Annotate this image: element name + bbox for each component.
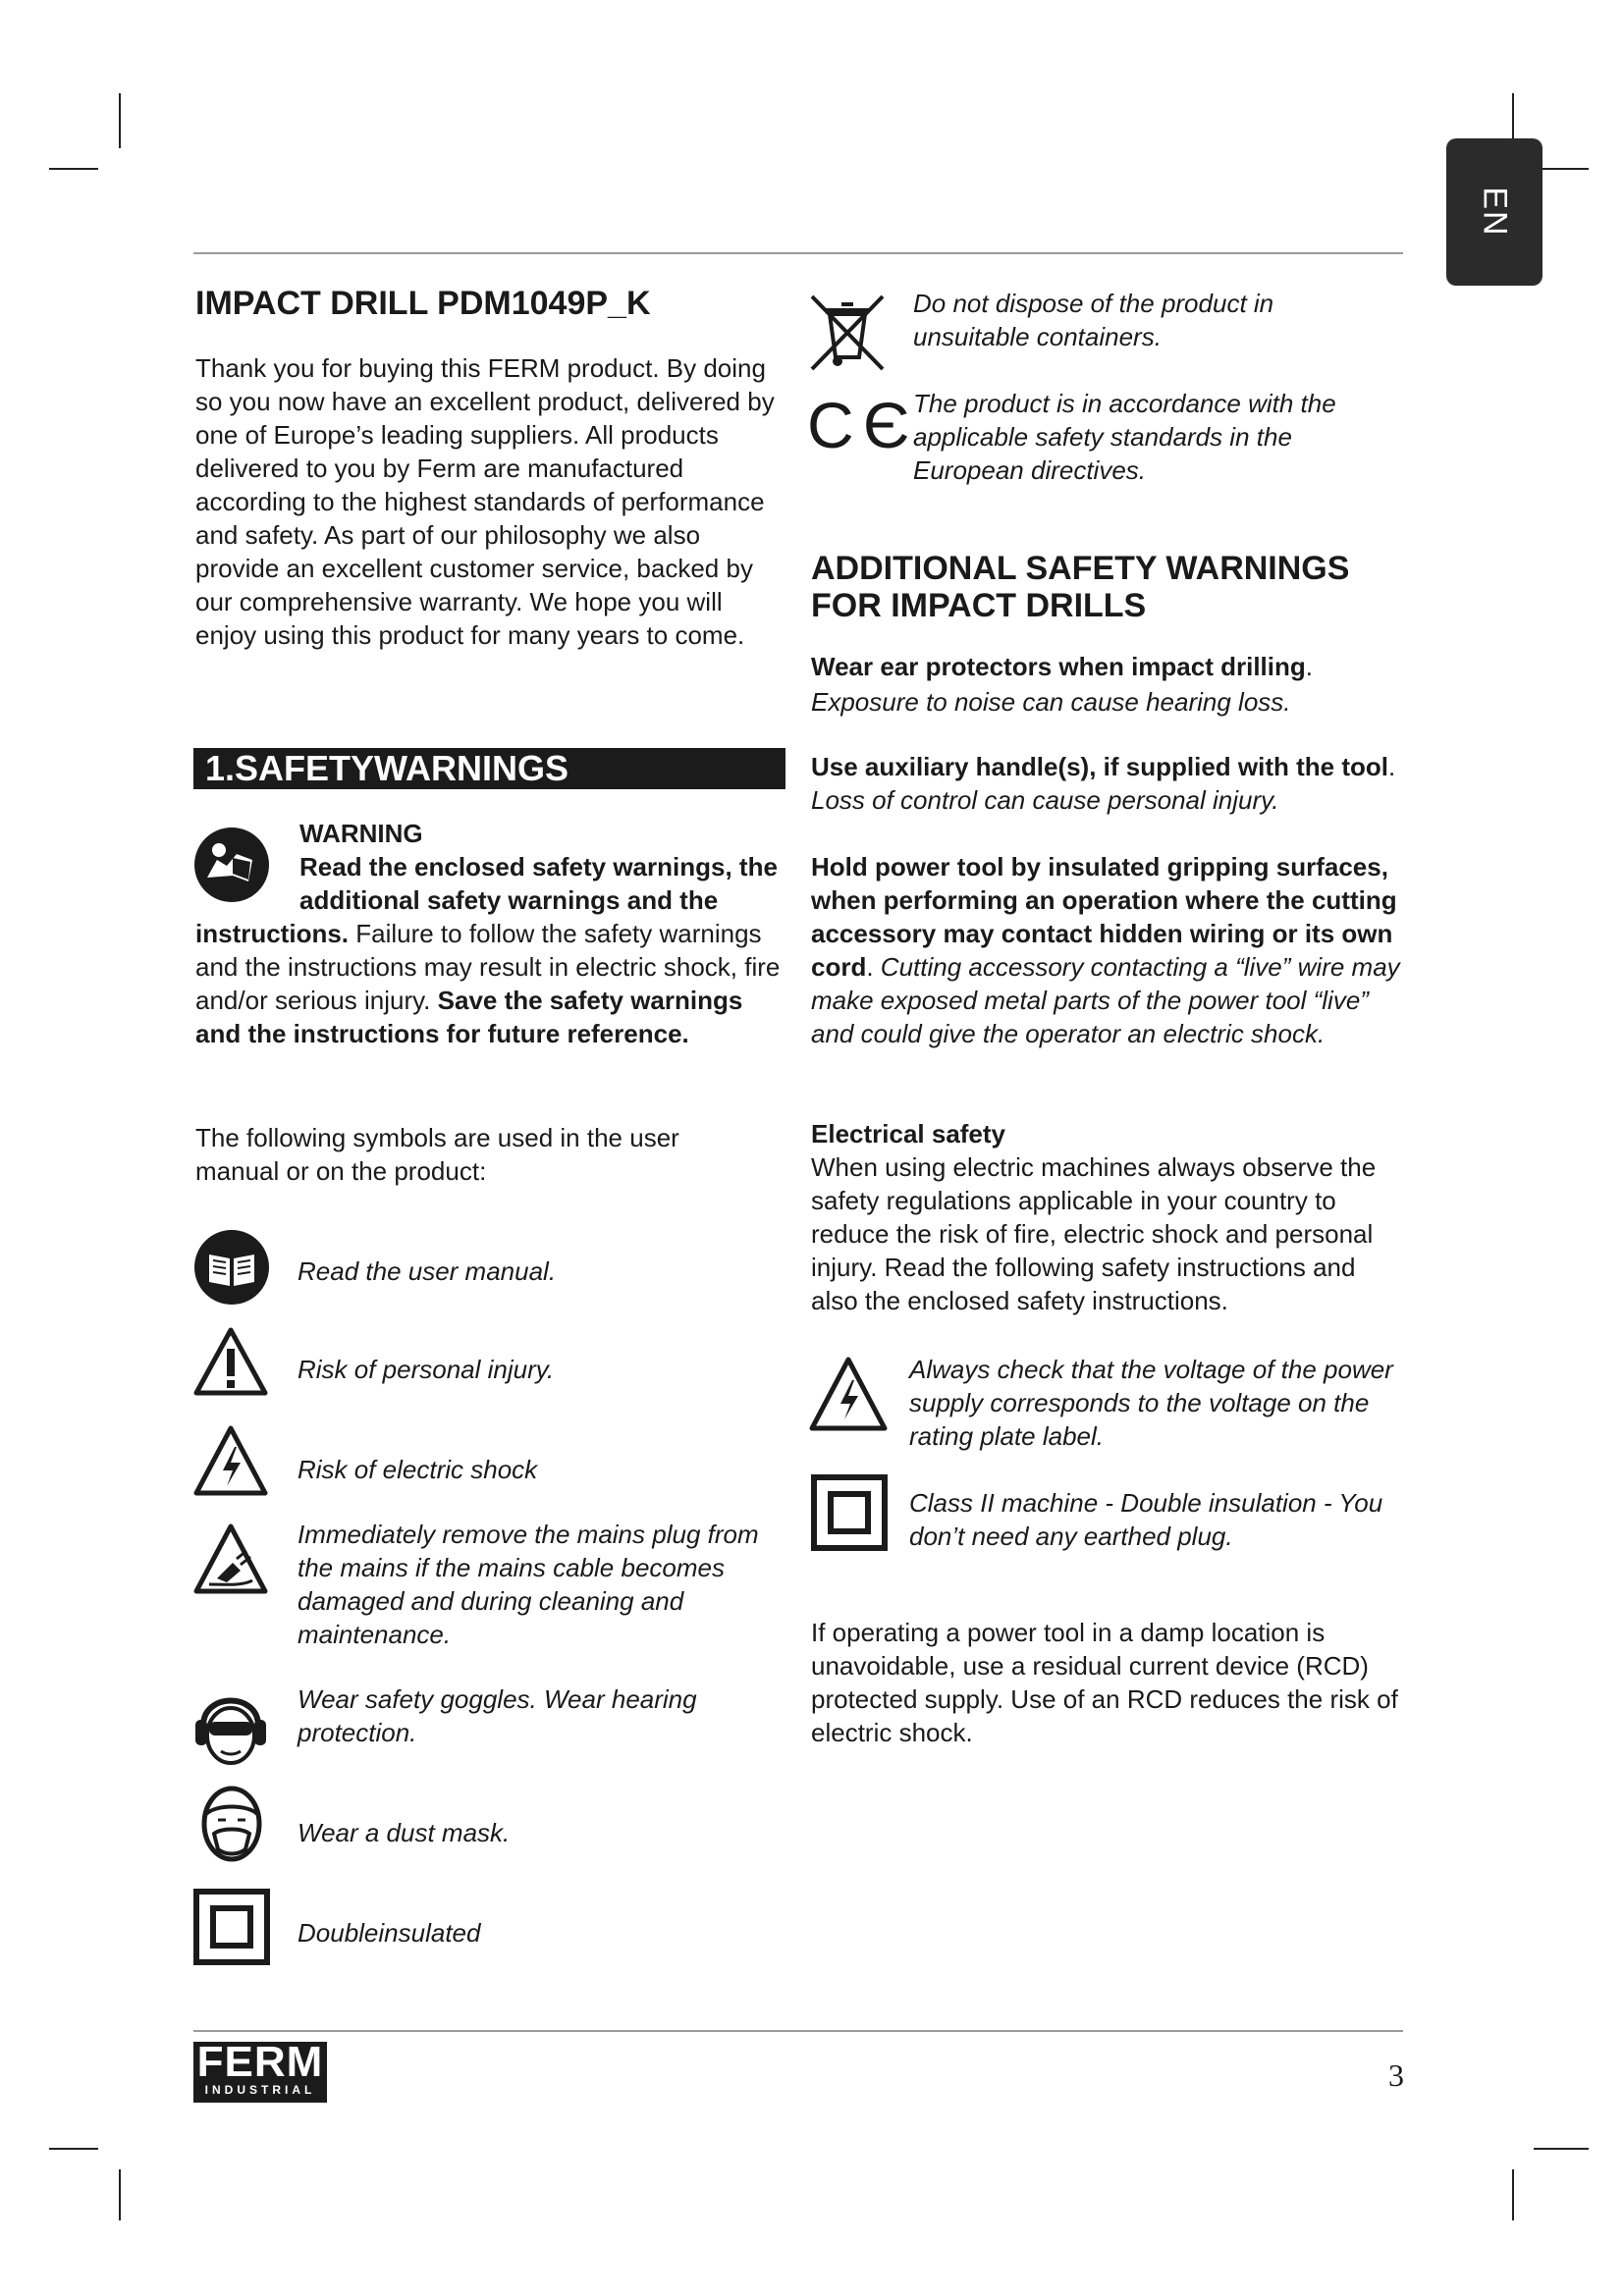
warning-exclamation-icon <box>193 1327 268 1396</box>
ce-mark-icon: C Є <box>807 389 908 461</box>
crop-mark <box>49 168 98 170</box>
warning-save: Save the safety warnings and the instructions for future reference. <box>195 986 743 1048</box>
warning-ear-dot: . <box>1305 652 1313 681</box>
page-number: 3 <box>1388 2057 1404 2093</box>
warning-bold-float-spacer <box>195 850 299 917</box>
warning-grip-bold: Hold power tool by insulated gripping surfaces, when performing an operation where the cutting accessory may contact hidden wiring or its own cord <box>811 852 1397 982</box>
voltage-warning-icon <box>809 1357 888 1431</box>
additional-warnings-title: ADDITIONAL SAFETY WARNINGS FOR IMPACT DRILLS <box>811 550 1350 624</box>
symbol-text-read-manual: Read the user manual. <box>298 1256 557 1286</box>
warning-ear-bold: Wear ear protectors when impact drilling <box>811 652 1306 681</box>
class-ii-icon <box>811 1474 888 1551</box>
symbols-intro: The following symbols are used in the user manual or on the product: <box>195 1123 679 1186</box>
logo-sub-text: INDUSTRIAL <box>204 2083 316 2097</box>
intro-paragraph: Thank you for buying this FERM product. By doing so you now have an excellent product, delivered by one of Europe’s leading suppliers. All products delivered to you by Ferm are manufactured according to the highest standards of performance and safety. As part of our philosophy we also provide an excellent customer service, backed by our comprehensive warranty. We hope you will enjoy using this product for many years to come. <box>195 353 775 650</box>
warning-aux-italic: Loss of control can cause personal injury. <box>811 785 1279 815</box>
warning-ear-italic: Exposure to noise can cause hearing loss. <box>811 687 1291 717</box>
section-header-safety-warnings: 1.SAFETYWARNINGS <box>193 748 785 789</box>
warning-regular: Failure to follow the safety warnings and the instructions may result in electric shock, fire and/or serious injury. <box>195 919 781 1015</box>
ce-text: The product is in accordance with the applicable safety standards in the European directives. <box>913 389 1336 485</box>
bottom-divider <box>193 2030 1403 2032</box>
warning-aux-dot: . <box>1387 752 1396 781</box>
language-label: EN <box>1476 187 1514 238</box>
crop-mark <box>1512 2169 1514 2220</box>
warning-block <box>195 817 789 850</box>
left-column <box>195 285 789 652</box>
warning-aux-bold: Use auxiliary handle(s), if supplied with the tool <box>811 752 1388 781</box>
rcd-paragraph: If operating a power tool in a damp location is unavoidable, use a residual current device (RCD) protected supply. Use of an RCD reduces the risk of electric shock. <box>811 1618 1398 1747</box>
goggles-ear-protection-icon <box>193 1686 268 1767</box>
language-tab <box>1446 138 1543 286</box>
crop-mark <box>119 2169 121 2220</box>
warning-grip-italic: Cutting accessory contacting a “live” wire may make exposed metal parts of the power tool “live” and could give the operator an electric shock. <box>811 952 1400 1048</box>
double-insulated-icon <box>193 1889 270 1965</box>
symbol-text-double-insulated: Doubleinsulated <box>298 1918 481 1948</box>
crop-mark <box>119 93 121 148</box>
read-manual-icon <box>193 1229 270 1306</box>
electrical-safety-title: Electrical safety <box>811 1119 1006 1148</box>
top-divider <box>193 252 1403 254</box>
product-title: IMPACT DRILL PDM1049P_K <box>195 285 651 322</box>
unplug-mains-icon <box>193 1523 268 1594</box>
ferm-industrial-logo <box>193 2038 327 2103</box>
warning-ear-protectors <box>811 650 1400 719</box>
warning-bold-copy: Read the enclosed safety warnings, the additional safety warnings and the instructions. <box>195 852 778 948</box>
warning-grip-dot: . <box>866 952 881 982</box>
voltage-text: Always check that the voltage of the power supply corresponds to the voltage on the rating plate label. <box>909 1355 1393 1451</box>
symbol-text-electric-shock: Risk of electric shock <box>298 1455 538 1484</box>
warning-body <box>195 850 789 1050</box>
symbol-text-unplug: Immediately remove the mains plug from the mains if the mains cable becomes damaged and during cleaning and maintenance. <box>298 1520 759 1649</box>
symbol-text-dust-mask: Wear a dust mask. <box>298 1818 511 1847</box>
disposal-text: Do not dispose of the product in unsuitable containers. <box>913 289 1274 351</box>
symbol-text-goggles: Wear safety goggles. Wear hearing protection. <box>298 1684 697 1747</box>
crop-mark <box>49 2148 98 2150</box>
symbol-text-personal-injury: Risk of personal injury. <box>298 1355 555 1384</box>
crop-mark <box>1534 2148 1589 2150</box>
logo-main-text: FERM <box>196 2038 324 2086</box>
electrical-safety-text: When using electric machines always observe the safety regulations applicable in your country to reduce the risk of fire, electric shock and personal injury. Read the following safety instructions and also the enclosed safety instructions. <box>811 1152 1377 1315</box>
warning-label: WARNING <box>299 819 423 848</box>
warning-aux-handle <box>811 750 1400 817</box>
warning-insulated-grip <box>811 850 1400 1050</box>
wheelie-bin-crossed-icon <box>808 293 887 373</box>
electrical-safety-block <box>811 1117 1400 1317</box>
class-ii-text: Class II machine - Double insulation - You don’t need any earthed plug. <box>909 1488 1383 1551</box>
dust-mask-icon <box>196 1785 267 1865</box>
electric-shock-icon <box>193 1425 268 1496</box>
